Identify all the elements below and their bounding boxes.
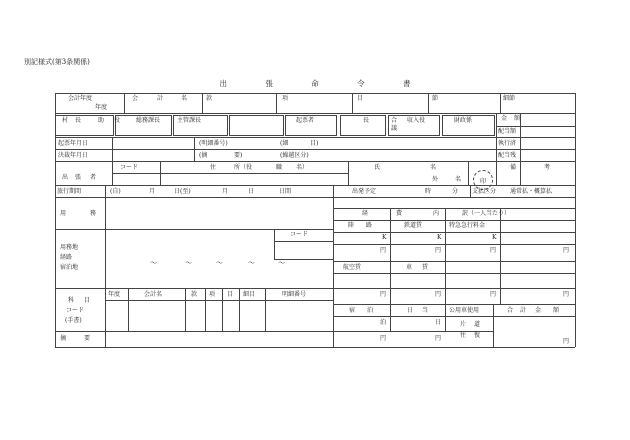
moku-label: 目	[357, 95, 364, 102]
setsu-label: 節	[432, 95, 439, 102]
tilde-mark: ～	[248, 259, 255, 267]
yen-unit: 円	[563, 338, 570, 345]
expense-header: 経	[362, 210, 369, 217]
day-label: 日	[248, 188, 255, 195]
one-way-label: 道	[474, 321, 481, 328]
yen-unit: 円	[380, 291, 387, 298]
destination-label: 用務地	[60, 244, 79, 251]
traveler-label: 出	[62, 174, 69, 181]
account-label: 計	[157, 95, 164, 102]
coding-saimoku-label: 細目	[243, 291, 256, 298]
yen-unit: 円	[435, 291, 442, 298]
yen-unit: 円	[563, 291, 570, 298]
month-label: 月	[222, 188, 229, 195]
general-affairs-label: 総務課長	[136, 117, 161, 124]
address-label: 名）	[296, 164, 309, 171]
account-label: 名	[181, 95, 188, 102]
summary-label: (摘	[199, 152, 208, 159]
carry-label: (繰越区分)	[280, 152, 309, 159]
form-title	[0, 78, 630, 89]
lodging-place-label: 宿泊地	[60, 264, 79, 271]
title-char: 出	[219, 79, 227, 88]
coding-detail-label: 明細番号	[282, 291, 307, 298]
account-label: 会	[132, 95, 139, 102]
name-label: 氏	[374, 164, 381, 171]
land-route-label: 路	[366, 222, 373, 229]
km-unit: K	[382, 234, 387, 241]
km-unit: K	[492, 234, 497, 241]
coding-kan-label: 款	[191, 291, 198, 298]
year-label: 年度	[95, 104, 108, 111]
drafter-label: 起票者	[296, 117, 315, 124]
coding-account-label: 会計名	[144, 291, 163, 298]
subject-label: 科	[68, 297, 75, 304]
tilde-mark: ～	[150, 259, 157, 267]
amount-label: 金	[501, 115, 508, 122]
payment-label: 支払区分	[472, 188, 497, 195]
route-code-label: コード	[290, 231, 309, 238]
round-trip-label: 復	[474, 332, 481, 339]
item-label: (細	[280, 140, 289, 147]
coding-moku-label: 目	[227, 291, 234, 298]
expense-header: 内	[433, 210, 440, 217]
title-char: 命	[311, 79, 319, 88]
traveler-label: 張	[75, 174, 82, 181]
official-car-label: 公用車使用	[449, 307, 480, 314]
coding-kou-label: 項	[209, 291, 216, 298]
car-fare-label: 車	[406, 264, 413, 271]
yen-unit: 円	[490, 247, 497, 254]
air-fare-label: 航空賃	[343, 264, 362, 271]
title-char: 書	[403, 79, 411, 88]
name-label: 名	[430, 164, 437, 171]
mayor-label: 長	[75, 117, 82, 124]
remaining-label: 配当残	[498, 152, 517, 159]
fiscal-year-label: 会計年度	[68, 95, 93, 102]
address-label: 住	[210, 164, 217, 171]
yen-unit: 円	[380, 335, 387, 342]
land-route-label: 陸	[348, 222, 355, 229]
round-trip-label: 往	[460, 332, 467, 339]
allocated-label: 配当額	[498, 128, 517, 135]
yen-unit: 円	[490, 291, 497, 298]
finance-label: 財政係	[454, 117, 473, 124]
handwritten-label: (手書)	[65, 317, 82, 324]
coding-year-label: 年度	[108, 291, 121, 298]
tilde-mark: ～	[278, 259, 285, 267]
others-label: 外	[432, 176, 439, 183]
item-label: 目)	[310, 140, 319, 147]
yen-unit: 円	[435, 335, 442, 342]
treasurer-label: 収入役	[407, 117, 426, 124]
tilde-mark: ～	[185, 259, 192, 267]
hour-label: 時	[425, 188, 432, 195]
days-label: 日間	[279, 188, 292, 195]
departure-label: 出発予定	[352, 188, 377, 195]
yen-unit: 円	[380, 247, 387, 254]
seal-mark: 印	[473, 170, 493, 190]
executed-label: 執行済	[498, 140, 517, 147]
address-label: 職	[276, 164, 283, 171]
month-label: 月	[149, 188, 156, 195]
detail-no-label: (明細番号)	[199, 140, 228, 147]
total-label: 金	[535, 307, 542, 314]
mayor-label: 村	[62, 117, 69, 124]
lodging-label: 泊	[367, 307, 374, 314]
others-label: 名	[455, 176, 462, 183]
car-fare-label: 賃	[422, 264, 429, 271]
amount-label: 額	[514, 115, 521, 122]
lodging-label: 宿	[349, 307, 356, 314]
consult-label: 合	[391, 117, 398, 124]
one-way-label: 片	[460, 321, 467, 328]
total-label: 額	[553, 307, 560, 314]
consult-label: 議	[391, 125, 398, 132]
km-unit: K	[437, 234, 442, 241]
dept-chief-label: 主管課長	[177, 117, 202, 124]
subject-code-label: コード	[66, 307, 85, 314]
title-char: 令	[357, 79, 365, 88]
yen-unit: 円	[435, 247, 442, 254]
expense-header: 費	[396, 210, 403, 217]
expense-header: 訳（一人当たり）	[462, 210, 511, 217]
summary-label: 要)	[234, 152, 243, 159]
title-char: 張	[265, 79, 273, 88]
business-label: 用	[60, 210, 67, 217]
traveler-code-label: コード	[120, 164, 139, 171]
subject-label: 目	[84, 297, 91, 304]
remarks-label: 考	[544, 164, 551, 171]
payment-type-label: 通常払・概算払	[510, 188, 553, 195]
kou-label: 項	[282, 95, 289, 102]
daily-allowance-label: 当	[422, 307, 429, 314]
tilde-mark: ～	[216, 259, 223, 267]
yen-unit: 円	[563, 247, 570, 254]
minute-label: 分	[452, 188, 459, 195]
decision-date-label: 決裁年月日	[58, 152, 89, 159]
summary-label: 摘	[60, 335, 67, 342]
business-label: 務	[90, 210, 97, 217]
draft-date-label: 起票年月日	[58, 140, 89, 147]
address-label: 所（役	[234, 164, 253, 171]
form-caption: 別記様式(第3条関係)	[24, 58, 90, 66]
summary-label: 要	[84, 335, 91, 342]
daily-allowance-label: 日	[407, 307, 414, 314]
express-fee-label: 特急急行料金	[449, 222, 486, 229]
traveler-label: 者	[90, 174, 97, 181]
rail-fare-label: 鉄道賃	[404, 222, 423, 229]
total-label: 計	[520, 307, 527, 314]
saisetsu-label: 細節	[503, 95, 516, 102]
deputy-label: 助	[98, 117, 105, 124]
total-label: 合	[507, 307, 514, 314]
travel-period-label: 旅行期間	[57, 188, 82, 195]
night-unit: 泊	[380, 319, 387, 326]
route-label: 経路	[60, 254, 73, 261]
chief-label: 長	[363, 117, 370, 124]
remarks-label: 備	[510, 164, 517, 171]
day-unit: 日	[435, 319, 442, 326]
deputy-label: 役	[114, 117, 121, 124]
kan-label: 款	[206, 95, 213, 102]
from-label: (自)	[110, 188, 121, 195]
day-to-label: 日(至)	[174, 188, 191, 195]
